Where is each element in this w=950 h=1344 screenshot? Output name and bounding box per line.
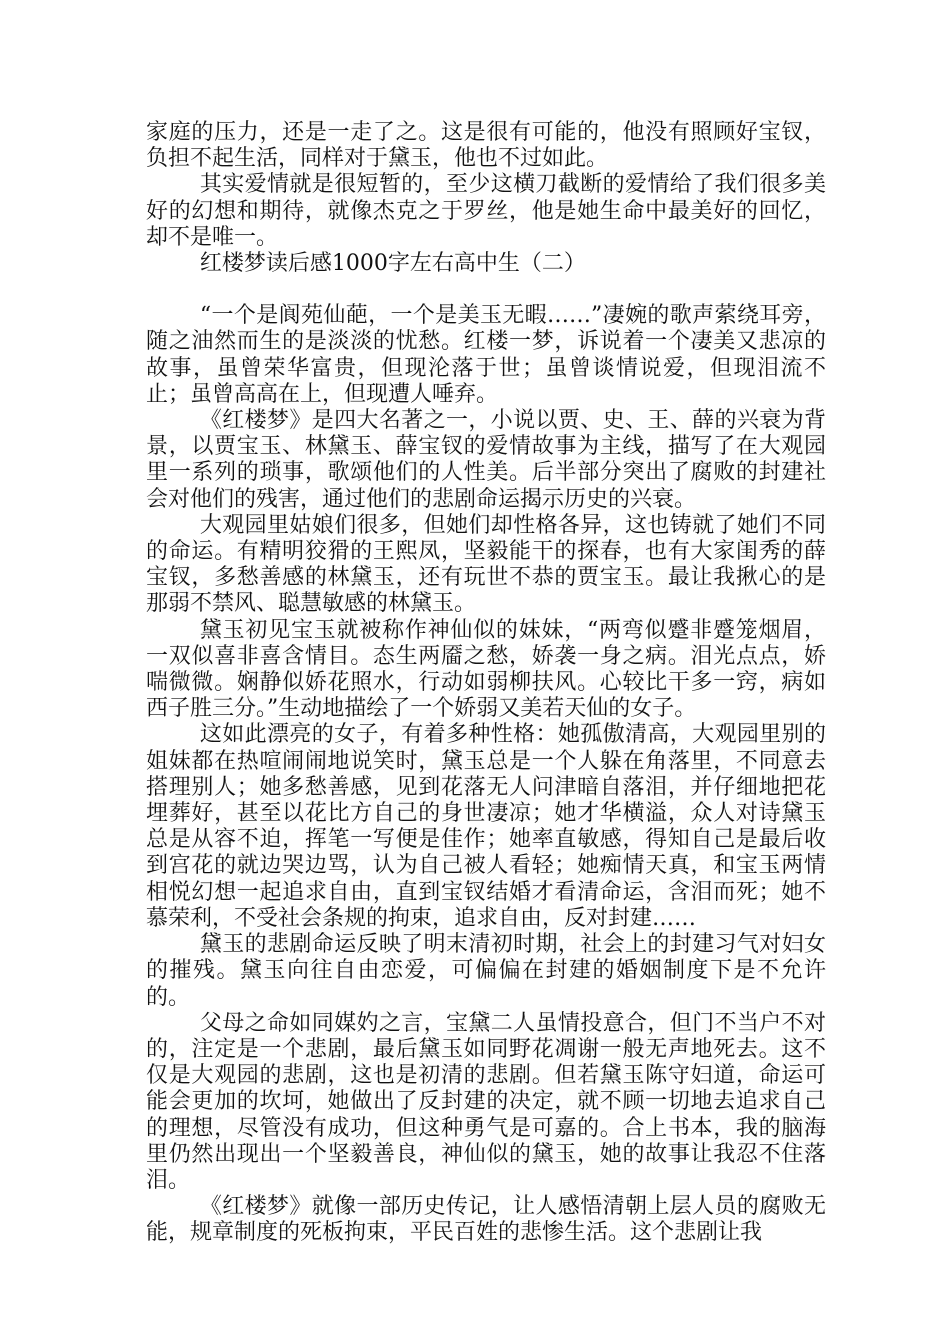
paragraph: 《红楼梦》就像一部历史传记，让人感悟清朝上层人员的腐败无能，规章制度的死板拘束，平民百姓的悲惨生活。这个悲剧让我 bbox=[146, 1194, 826, 1246]
document-page bbox=[146, 120, 826, 1247]
paragraph: 黛玉初见宝玉就被称作神仙似的妹妹，“两弯似蹙非蹙笼烟眉，一双似喜非喜含情目。态生两靥之愁，娇袭一身之病。泪光点点，娇喘微微。娴静似娇花照水，行动如弱柳扶风。心较比干多一窍，病如西子胜三分。”生动地描绘了一个娇弱又美若天仙的女子。 bbox=[146, 617, 826, 722]
paragraph: 父母之命如同媒妁之言，宝黛二人虽情投意合，但门不当户不对的，注定是一个悲剧，最后黛玉如同野花凋谢一般无声地死去。这不仅是大观园的悲剧，这也是初清的悲剧。但若黛玉陈守妇道，命运可能会更加的坎坷，她做出了反封建的决定，就不顾一切地去追求自己的理想，尽管没有成功，但这种勇气是可嘉的。合上书本，我的脑海里仍然出现出一个坚毅善良，神仙似的黛玉，她的故事让我忍不住落泪。 bbox=[146, 1010, 826, 1193]
paragraph: 黛玉的悲剧命运反映了明末清初时期，社会上的封建习气对妇女的摧残。黛玉向往自由恋爱，可偏偏在封建的婚姻制度下是不允许的。 bbox=[146, 932, 826, 1010]
section-heading: 红楼梦读后感1000字左右高中生（二） bbox=[199, 251, 586, 277]
paragraph: “一个是阆苑仙葩，一个是美玉无暇……”凄婉的歌声萦绕耳旁，随之油然而生的是淡淡的忧愁。红楼一梦，诉说着一个凄美又悲凉的故事，虽曾荣华富贵，但现沦落于世；虽曾谈情说爱，但现泪流不止；虽曾高高在上，但现遭人唾弃。 bbox=[146, 303, 826, 407]
paragraph: 《红楼梦》是四大名著之一，小说以贾、史、王、薛的兴衰为背景，以贾宝玉、林黛玉、薛宝钗的爱情故事为主线，描写了在大观园里一系列的琐事，歌颂他们的人性美。后半部分突出了腐败的封建社会对他们的残害，通过他们的悲剧命运揭示历史的兴衰。 bbox=[146, 408, 826, 512]
paragraph: 大观园里姑娘们很多，但她们却性格各异，这也铸就了她们不同的命运。有精明狡猾的王熙凤，坚毅能干的探春，也有大家闺秀的薛宝钗，多愁善感的林黛玉，还有玩世不恭的贾宝玉。最让我揪心的是那弱不禁风、聪慧敏感的林黛玉。 bbox=[146, 512, 826, 617]
paragraph: 其实爱情就是很短暂的，至少这横刀截断的爱情给了我们很多美好的幻想和期待，就像杰克之于罗丝，他是她生命中最美好的回忆，却不是唯一。 bbox=[146, 172, 826, 250]
blank-line bbox=[146, 277, 826, 303]
paragraph: 这如此漂亮的女子，有着多种性格：她孤傲清高，大观园里别的姐妹都在热喧闹闹地说笑时，黛玉总是一个人躲在角落里，不同意去搭理别人；她多愁善感，见到花落无人问津暗自落泪，并仔细地把花埋葬好，甚至以花比方自己的身世凄凉；她才华横溢，众人对诗黛玉总是从容不迫，挥笔一写便是佳作；她率直敏感，得知自己是最后收到宫花的就边哭边骂，认为自己被人看轻；她痴情天真，和宝玉两情相悦幻想一起追求自由，直到宝钗结婚才看清命运，含泪而死；她不慕荣利，不受社会条规的拘束，追求自由，反对封建…… bbox=[146, 722, 826, 931]
paragraph-continuation: 家庭的压力，还是一走了之。这是很有可能的，他没有照顾好宝钗，负担不起生活，同样对于黛玉，他也不过如此。 bbox=[146, 120, 826, 172]
